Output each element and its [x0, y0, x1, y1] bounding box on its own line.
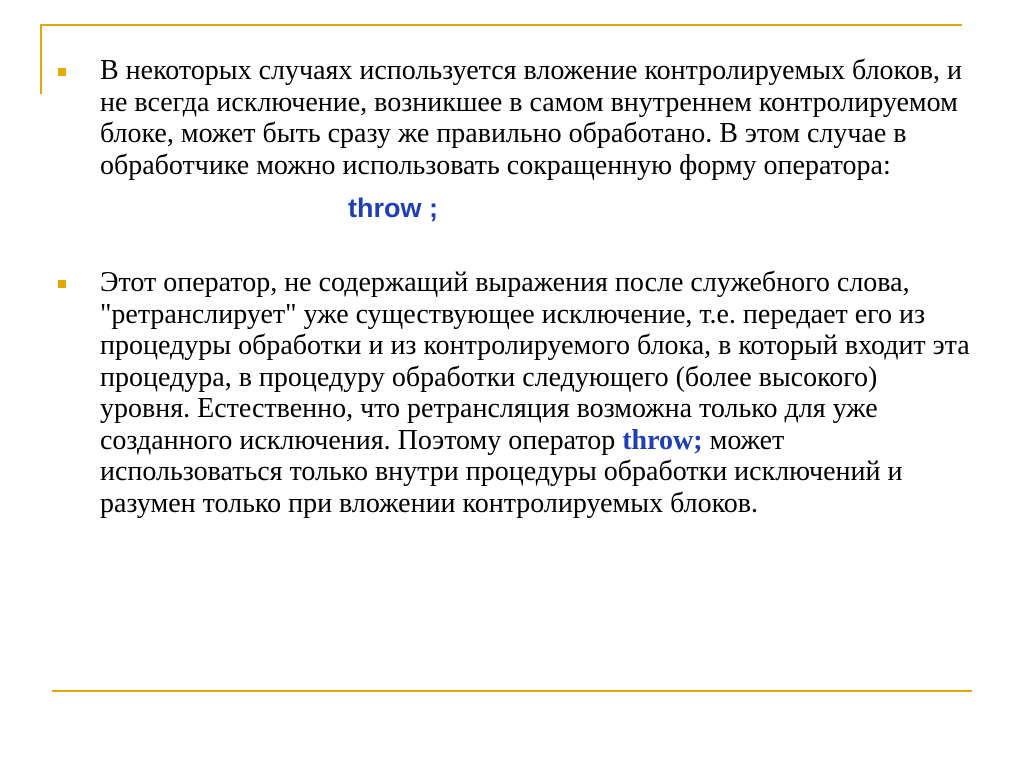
frame-bottom-line	[52, 690, 972, 692]
bullet-text-1: В некоторых случаях используется вложение контролируемых блоков, и не всегда исключение, возникшее в самом внутреннем контролируемом блоке, может быть сразу же правильно обработано. В этом случае в обработчике можно использовать сокращенную форму оператора:	[100, 55, 962, 181]
frame-left-line	[40, 24, 42, 94]
spacer	[58, 233, 973, 267]
frame-top-line	[40, 24, 962, 26]
bullet-item-2	[58, 267, 973, 519]
bullet-text-2	[100, 267, 973, 519]
bullet-item-1	[58, 55, 973, 181]
code-snippet: throw ;	[348, 193, 438, 223]
square-bullet-icon	[58, 68, 66, 76]
slide-content	[58, 55, 973, 519]
bullet-text-2-after: может использоваться только внутри процедуры обработки исключений и разумен только при вложении контролируемых блоков.	[100, 424, 903, 519]
inline-keyword: throw;	[622, 424, 703, 456]
square-bullet-icon	[58, 280, 66, 288]
bullet-text-2-before: Этот оператор, не содержащий выражения после служебного слова, "ретранслирует" уже существующее исключение, т.е. передает его из процедуры обработки и из контролируемого блока, в который входит эта процедура, в процедуру обработки следующего (более высокого) уровня. Естественно, что ретрансляция возможна только для уже созданного исключения. Поэтому оператор	[100, 267, 970, 456]
